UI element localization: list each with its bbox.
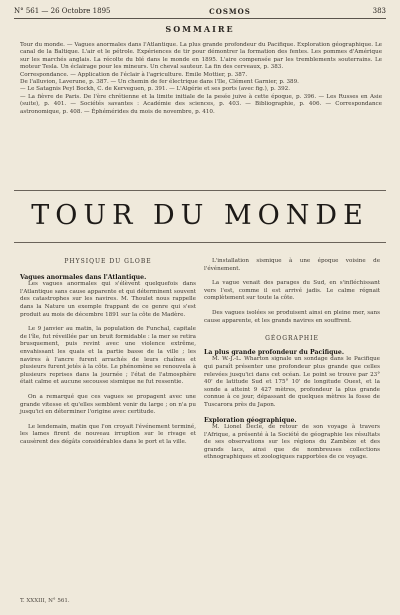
page-footer: T. XXXIII, N° 561. xyxy=(20,598,70,604)
paragraph: Les vagues anormales qui s'élèvent quelquefois dans l'Atlantique sans cause apparente et qui déterminent souvent des catastrophes sur les navires. M. Thoulet nous rappelle dans la Nature un exemple frappant de ce genre qui s'est produit au mois de décembre 1891 sur la côte de Madère. xyxy=(20,281,196,318)
journal-name: COSMOS xyxy=(209,6,251,16)
article-heading: Vagues anormales dans l'Atlantique. xyxy=(20,273,147,281)
divider xyxy=(14,190,386,191)
paragraph: M. Lionel Decle, de retour de son voyage à travers l'Afrique, a présenté à la Société de géographie les résultats de ses observations sur les régions du Zambèze et des grands lacs, ainsi que de nombreuses collections ethnographiques et zoologiques rapportées de ce voyage. xyxy=(204,424,380,461)
right-column xyxy=(204,258,380,469)
paragraph: Le lendemain, matin que l'on croyait l'événement terminé, les lames firent de nouveau irruption sur le rivage et causèrent des dégâts considérables dans le port et la ville. xyxy=(20,423,196,445)
divider xyxy=(14,242,386,243)
sommaire-body xyxy=(20,42,382,116)
sommaire-title: SOMMAIRE xyxy=(165,24,235,34)
paragraph: Des vagues isolées se produisent ainsi en pleine mer, sans cause apparente, et les grands navires en souffrent. xyxy=(204,309,380,324)
article-heading: La plus grande profondeur du Pacifique. xyxy=(204,348,345,356)
sommaire-line: De l'alluvion, Laverune, p. 387. — Un chemin de fer électrique dans l'Ile, Clément Garnier, p. 389. xyxy=(20,79,299,86)
article-heading: Exploration géographique. xyxy=(204,416,297,424)
left-column xyxy=(20,258,196,453)
sommaire-line: Correspondance. — Application de l'éclair à l'agriculture. Emile Mottier, p. 387. xyxy=(20,71,248,78)
section-title: PHYSIQUE DU GLOBE xyxy=(64,258,152,265)
page-header xyxy=(14,4,386,19)
issue-number: N° 561 — 26 Octobre 1895 xyxy=(14,7,111,15)
sommaire-line: — La fièvre de Paris. De l'ère chrétienne et la limite initiale de la pesée juive à cette époque, p. 396. — Les Russes en Asie (suite), p. 401. — Sociétés savantes : Académie des sciences, p. 403. — Bibliographie, p. 406. — Correspondance astronomique, p. 408. — Éphémérides du mois de novembre, p. 410. xyxy=(20,93,382,115)
page-number: 383 xyxy=(372,7,386,15)
paragraph: L'installation sismique à une époque voisine de l'événement. xyxy=(204,258,380,272)
main-title: TOUR DU MONDE xyxy=(31,200,369,231)
sommaire-line: Tour du monde. — Vagues anormales dans l'Atlantique. La plus grande profondeur du Pacifique. Exploration géographique. Le canal de la Baltique. L'air et le pétrole. Expériences de tir pour démontrer la formation des fentes. Les pommes d'Amérique sur les marchés anglais. La récolte du blé dans le monde en 1895. L'aire compensée par les tremblements souterrains. Le moteur Tesla. Un éclairage pour les mineurs. Un cheval sauteur. La fin des cerveaux, p. 383. xyxy=(20,42,382,71)
paragraph: M. W.-J.-L. Wharton signale un sondage dans le Pacifique qui paraît présenter une profondeur plus grande que celles relevées jusqu'ici dans cet océan. Le point se trouve par 23° 40' de latitude Sud et 175° 10' de longitude Ouest, et la sonde a atteint 9 427 mètres, profondeur la plus grande connue à ce jour, dépassant de quelques mètres la fosse de Tuscarora près du Japon. xyxy=(204,356,380,408)
paragraph: On a remarqué que ces vagues se propagent avec une grande vitesse et qu'elles semblent venir du large ; on n'a pu jusqu'ici en déterminer l'origine avec certitude. xyxy=(20,393,196,416)
sommaire-line: — Le Satagnis Peyl Bockh, C. de Kerveguen, p. 391. — L'Algérie et ses ports (avec fig.), p. 392. xyxy=(20,86,290,93)
paragraph: Le 9 janvier au matin, la population de Funchal, capitale de l'île, fut réveillée par un bruit formidable : la mer se retira brusquement, puis revint avec une violence extrême, envahissant les quais et la partie basse de la ville ; les navires à l'ancre furent arrachés de leurs chaînes et plusieurs furent jetés à la côte. Le phénomène se renouvela à plusieurs reprises dans la journée ; l'état de l'atmosphère était calme et aucune secousse sismique ne fut ressentie. xyxy=(20,326,196,386)
paragraph: La vague venait des parages du Sud, en s'infléchissant vers l'est, comme il est arrivé jadis. Le calme régnait complètement sur toute la côte. xyxy=(204,280,380,302)
section-title: GÉOGRAPHIE xyxy=(265,335,319,343)
